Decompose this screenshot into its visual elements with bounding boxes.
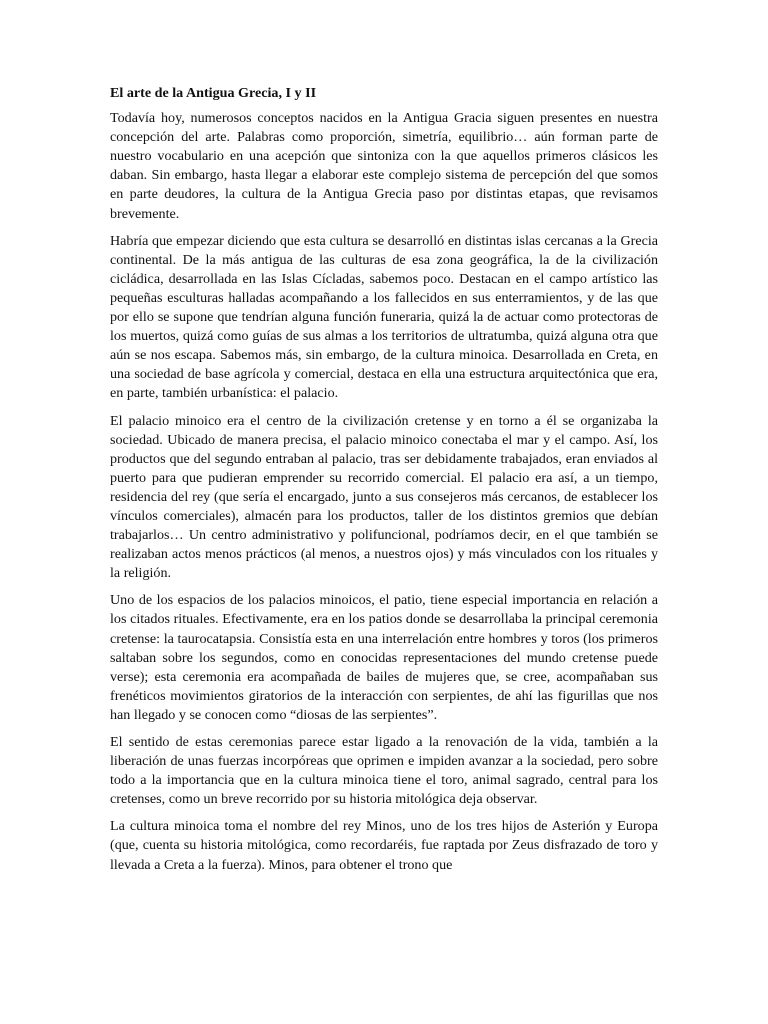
paragraph-4: Uno de los espacios de los palacios minoicos, el patio, tiene especial importancia en relación a los citados rituales. Efectivamente, era en los patios donde se desarrollaba la principal ceremonia cretense: la taurocatapsia. Consistía esta en una interrelación entre hombres y toros (los primeros saltaban sobre los segundos, como en conocidas representaciones del mundo cretense puede verse); esta ceremonia era acompañada de bailes de mujeres que, se cree, acompañaban sus frenéticos movimientos giratorios de la interacción con serpientes, de ahí las figurillas que nos han llegado y se conocen como “diosas de las serpientes”.: [110, 592, 658, 723]
document-title: El arte de la Antigua Grecia, I y II: [110, 85, 317, 101]
paragraph-5: El sentido de estas ceremonias parece estar ligado a la renovación de la vida, también a la liberación de unas fuerzas incorpóreas que oprimen e impiden avanzar a la sociedad, pero sobre todo a la importancia que en la cultura minoica tiene el toro, animal sagrado, central para los cretenses, como un breve recorrido por su historia mitológica deja observar.: [110, 734, 658, 808]
paragraph-3: El palacio minoico era el centro de la civilización cretense y en torno a él se organizaba la sociedad. Ubicado de manera precisa, el palacio minoico conectaba el mar y el campo. Así, los productos que del segundo entraban al palacio, tras ser debidamente trabajados, eran enviados al puerto para que pudieran emprender su recorrido comercial. El palacio era así, a un tiempo, residencia del rey (que sería el encargado, junto a sus consejeros más cercanos, de establecer los vínculos comerciales), almacén para los productos, taller de los distintos gremios que debían trabajarlos… Un centro administrativo y polifuncional, podríamos decir, en el que también se realizaban actos menos prácticos (al menos, a nuestros ojos) y más vinculados con los rituales y la religión.: [110, 412, 658, 582]
paragraph-2: Habría que empezar diciendo que esta cultura se desarrolló en distintas islas cercanas a la Grecia continental. De la más antigua de las culturas de esa zona geográfica, la de la civilización cicládica, desarrollada en las Islas Cícladas, sabemos poco. Destacan en el campo artístico las pequeñas esculturas halladas acompañando a los fallecidos en sus enterramientos, y de las que por ello se supone que tendrían alguna función funeraria, quizá la de actuar como protectoras de los muertos, quizá como guías de sus almas a los territorios de ultratumba, quizá alguna otra que aún se nos escapa. Sabemos más, sin embargo, de la cultura minoica. Desarrollada en Creta, en una sociedad de base agrícola y comercial, destaca en ella una estructura arquitectónica que era, en parte, también urbanística: el palacio.: [110, 232, 658, 402]
paragraph-1: Todavía hoy, numerosos conceptos nacidos en la Antigua Gracia siguen presentes en nuestra concepción del arte. Palabras como proporción, simetría, equilibrio… aún forman parte de nuestro vocabulario en una acepción que sintoniza con la que aquellos primeros clásicos les daban. Sin embargo, hasta llegar a elaborar este complejo sistema de percepción del que somos en parte deudores, la cultura de la Antigua Grecia paso por distintas etapas, que revisamos brevemente.: [110, 110, 658, 222]
paragraph-6: La cultura minoica toma el nombre del rey Minos, uno de los tres hijos de Asterión y Europa (que, cuenta su historia mitológica, como recordaréis, fue raptada por Zeus disfrazado de toro y llevada a Creta a la fuerza). Minos, para obtener el trono que: [110, 818, 658, 873]
document-page: [110, 84, 658, 883]
